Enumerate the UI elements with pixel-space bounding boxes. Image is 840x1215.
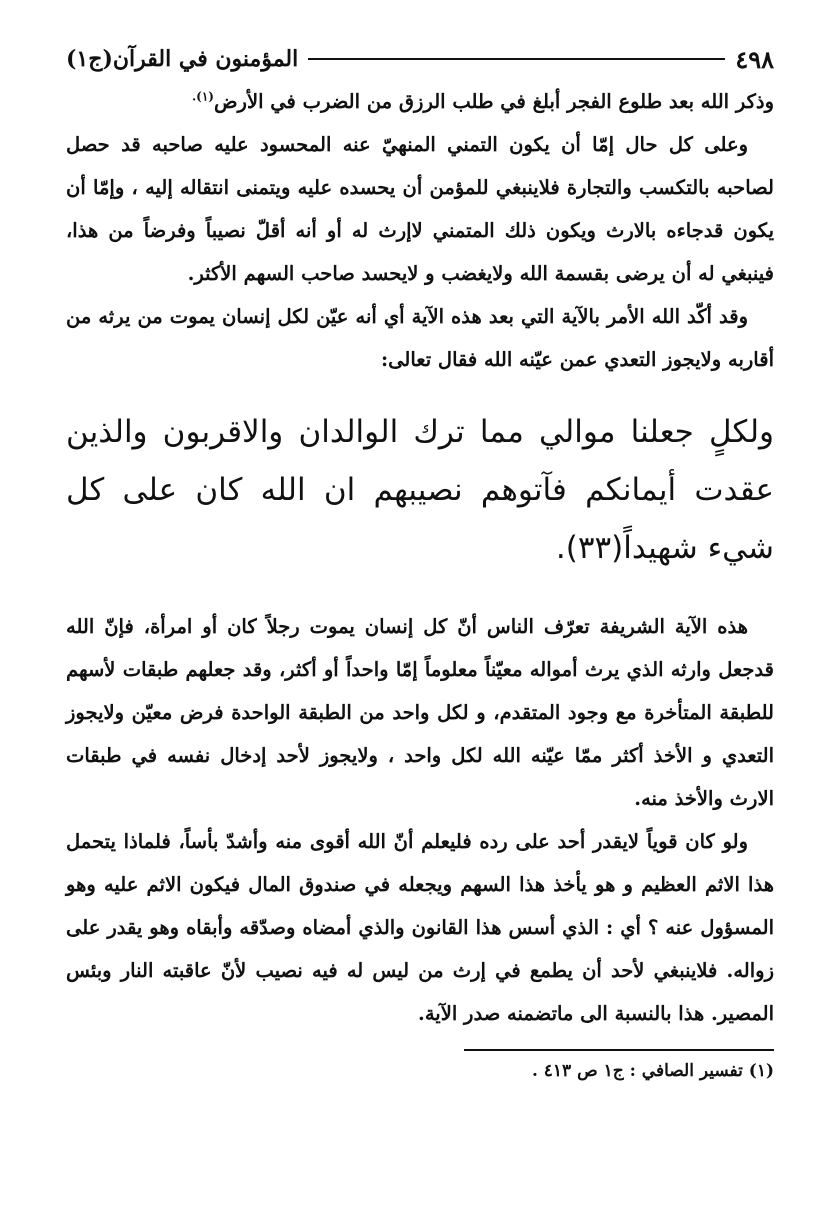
paragraph-5: ولو كان قوياً لايقدر أحد على رده فليعلم أنّ الله أقوى منه وأشدّ بأساً، فلماذا يتحمل هذا الاثم العظيم و هو يأخذ هذا السهم ويجعله في صندوق المال فيكون الاثم عليه وهو المسؤول عنه ؟ أي : الذي أسس هذا القانون والذي أمضاه وصدّقه وأبقاه وهو يقدر على زواله. فلاينبغي لأحد أن يطمع في إرث من ليس له فيه نصيب لأنّ عاقبته النار وبئس المصير. هذا بالنسبة الى ماتضمنه صدر الآية.	[66, 830, 774, 1025]
header-rule	[308, 58, 725, 60]
paragraph-4: هذه الآية الشريفة تعرّف الناس أنّ كل إنسان يموت رجلاً كان أو امرأة، فإنّ الله قدجعل وارثه الذي يرث أمواله معيّناً معلوماً إمّا واحداً أو أكثر، وقد جعلهم طبقات لأسهم للطبقة المتأخرة مع وجود المتقدم، و لكل واحد من الطبقة الواحدة فرض معيّن ولايجوز التعدي و الأخذ أكثر ممّا عيّنه الله لكل واحد ، ولايجوز لأحد إدخال نفسه في طبقات الارث والأخذ منه.	[66, 615, 774, 810]
page-header	[66, 38, 774, 80]
paragraph-2: وعلى كل حال إمّا أن يكون التمني المنهيّ عنه المحسود عليه صاحبه قد حصل لصاحبه بالتكسب والتجارة فلاينبغي للمؤمن أن يحسده عليه ويتمنى انتقاله إليه ، وإمّا أن يكون قدجاءه بالارث ويكون ذلك المتمني لاإرث له أو أنه أقلّ نصيباً وفرضاً من هذا، فينبغي له أن يرضى بقسمة الله ولايغضب و لايحسد صاحب السهم الأكثر.	[66, 133, 774, 285]
page-number: ٤٩٨	[735, 44, 774, 74]
quranic-verse: ولكلٍ جعلنا موالي مما ترك الوالدان والاقربون والذين عقدت أيمانكم فآتوهم نصيبهم ان الله كان على كل شيء شهيداً(٣٣).	[66, 414, 774, 566]
footnote-rule	[464, 1049, 774, 1051]
running-title: المؤمنون في القرآن(ج١)	[66, 46, 299, 72]
paragraph-1-text: وذكر الله بعد طلوع الفجر أبلغ في طلب الرزق من الضرب في الأرض	[213, 90, 774, 113]
footnote: (١) تفسير الصافي : ج١ ص ٤١٣ .	[531, 1061, 774, 1081]
paragraph-3: وقد أكّد الله الأمر بالآية التي بعد هذه الآية أي أنه عيّن لكل إنسان يموت من يرثه من أقاربه ولايجوز التعدي عمن عيّنه الله فقال تعالى:	[66, 305, 774, 371]
footnote-marker: (١).	[191, 89, 214, 104]
paragraph-1	[66, 80, 774, 123]
